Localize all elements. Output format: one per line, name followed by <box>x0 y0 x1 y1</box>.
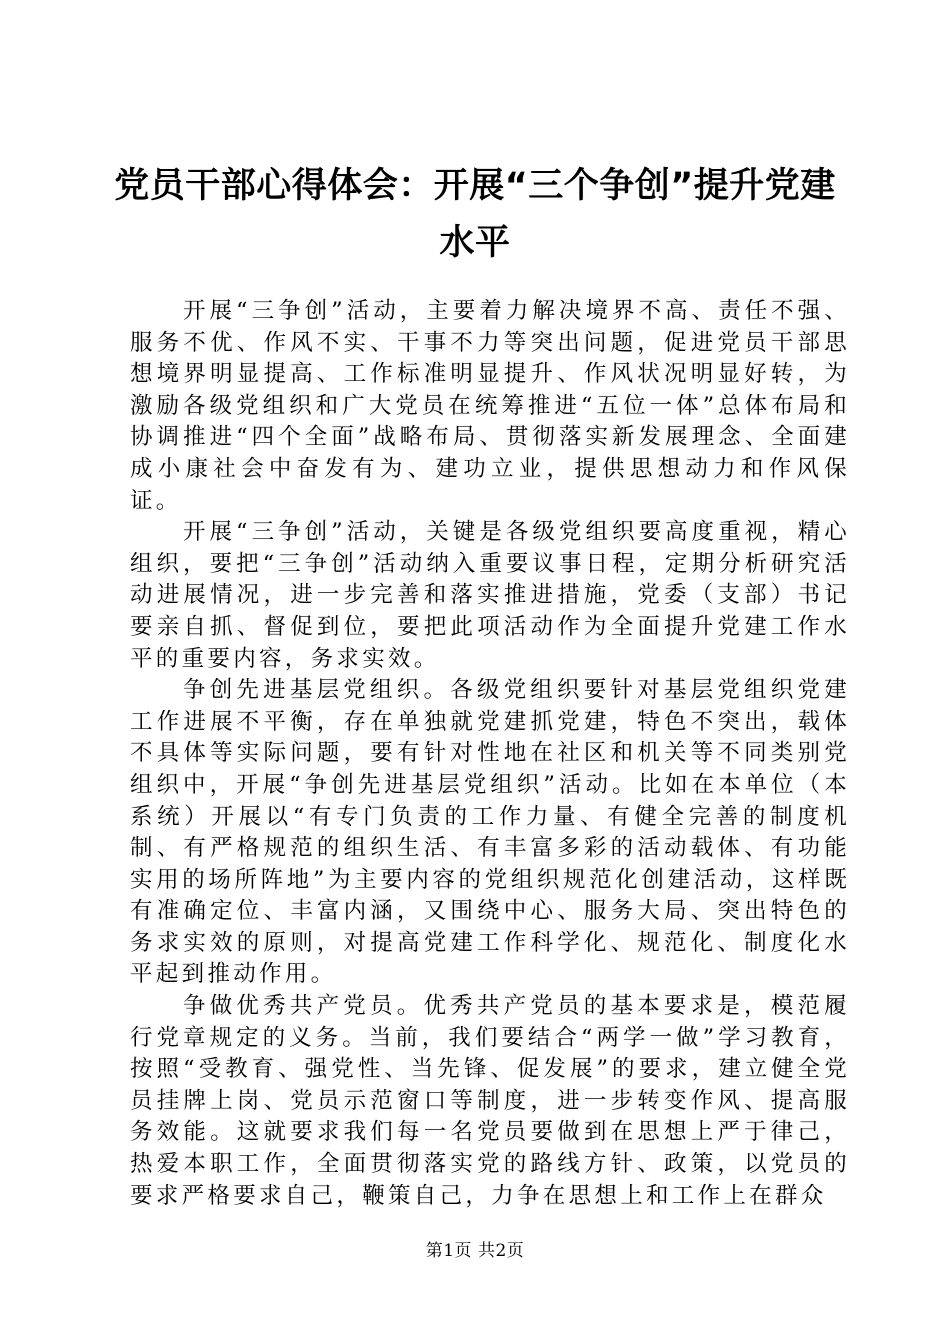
paragraph: 开展“三争创”活动，主要着力解决境界不高、责任不强、服务不优、作风不实、干事不力等突出问题，促进党员干部思想境界明显提高、工作标准明显提升、作风状况明显好转，为激励各级党组织和广大党员在统筹推进“五位一体”总体布局和协调推进“四个全面”战略布局、贯彻落实新发展理念、全面建成小康社会中奋发有为、建功立业，提供思想动力和作风保证。 <box>130 298 850 514</box>
paragraph: 争创先进基层党组织。各级党组织要针对基层党组织党建工作进展不平衡，存在单独就党建抓党建，特色不突出，载体不具体等实际问题，要有针对性地在社区和机关等不同类别党组织中，开展“争创先进基层党组织”活动。比如在本单位（本系统）开展以“有专门负责的工作力量、有健全完善的制度机制、有严格规范的组织生活、有丰富多彩的活动载体、有功能实用的场所阵地”为主要内容的党组织规范化创建活动，这样既有准确定位、丰富内涵，又围绕中心、服务大局、突出特色的务求实效的原则，对提高党建工作科学化、规范化、制度化水平起到推动作用。 <box>130 677 850 988</box>
paragraph: 争做优秀共产党员。优秀共产党员的基本要求是，模范履行党章规定的义务。当前，我们要结合“两学一做”学习教育，按照“受教育、强党性、当先锋、促发展”的要求，建立健全党员挂牌上岗、党员示范窗口等制度，进一步转变作风、提高服务效能。这就要求我们每一名党员要做到在思想上严于律己，热爱本职工作，全面贯彻落实党的路线方针、政策，以党员的要求严格要求自己，鞭策自己，力争在思想上和工作上在群众 <box>130 993 850 1209</box>
paragraph: 开展“三争创”活动，关键是各级党组织要高度重视，精心组织，要把“三争创”活动纳入重要议事日程，定期分析研究活动进展情况，进一步完善和落实推进措施，党委（支部）书记要亲自抓、督促到位，要把此项活动作为全面提升党建工作水平的重要内容，务求实效。 <box>130 519 850 672</box>
page-number: 第1页 共2页 <box>425 1241 525 1261</box>
document-title: 党员干部心得体会：开展“三个争创”提升党建水平 <box>114 166 836 263</box>
document-body <box>130 296 850 1212</box>
